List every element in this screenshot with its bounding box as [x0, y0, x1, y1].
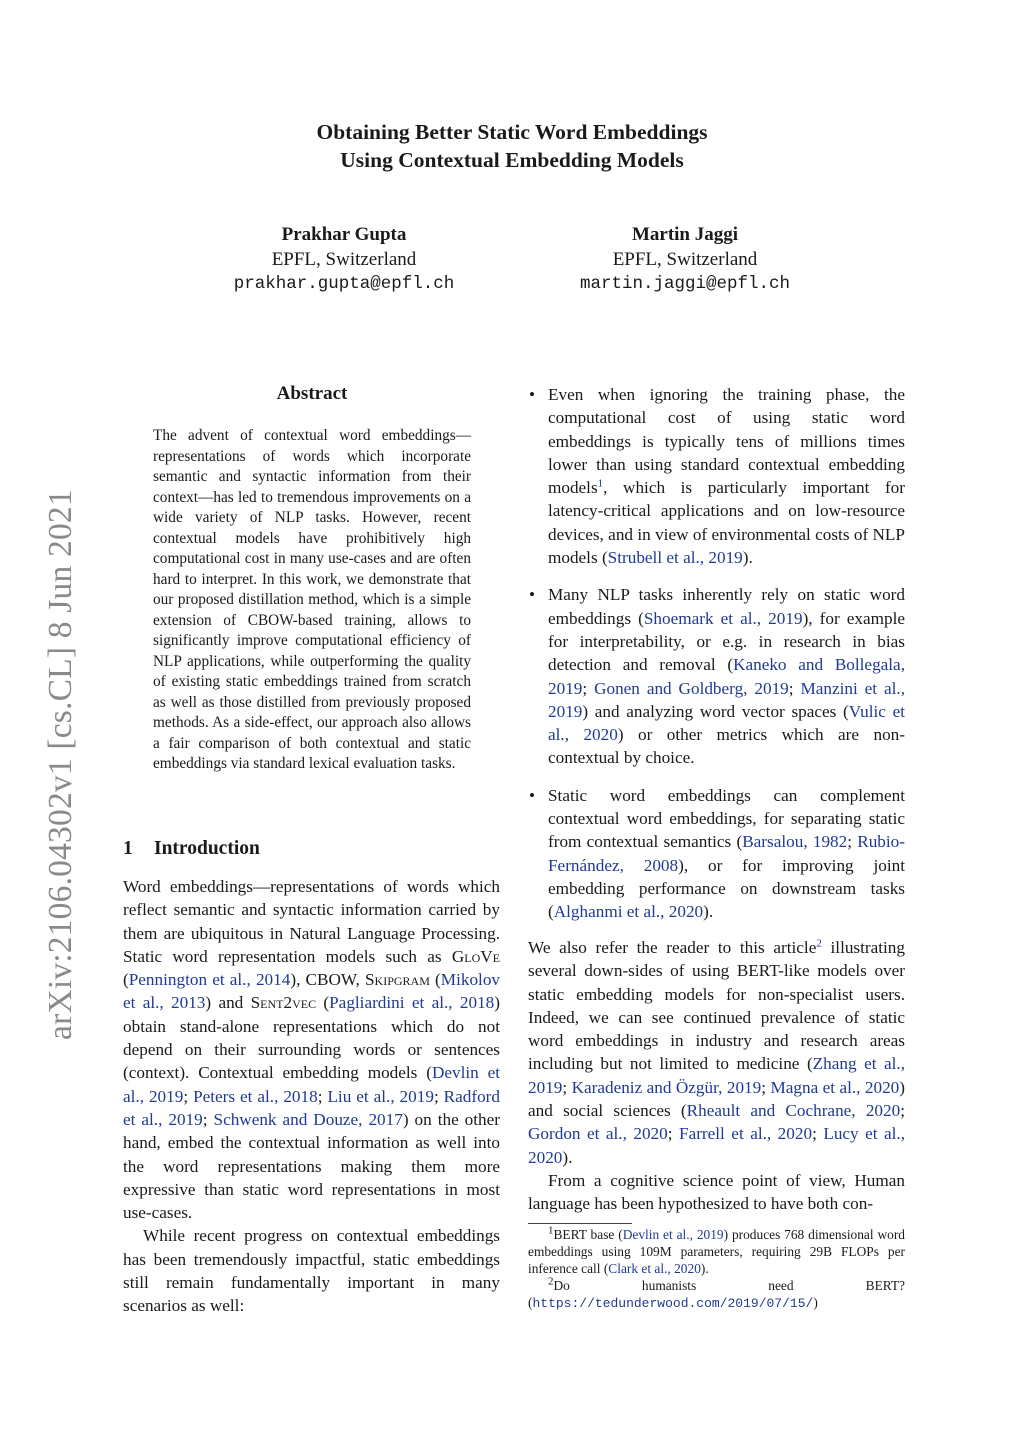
citation-link[interactable]: Farrell et al., 2020 [679, 1124, 813, 1144]
section-number: 1 [123, 838, 133, 859]
url-link[interactable]: https://tedunderwood.com/2019/07/15/ [532, 1296, 814, 1311]
footnote-1: $^1$BERT base (Devlin et al., 2019) produces 768 dimensional word embeddings using 109M parameters, requiring 29B FLOPs per inference call (Clark et al., 2020). [528, 1224, 905, 1276]
glove-name: GloVe [451, 946, 500, 966]
footnotes [528, 1226, 905, 1312]
skipgram-name: Skipgram [364, 970, 430, 990]
title-line-1: Obtaining Better Static Word Embeddings [316, 120, 708, 144]
citation-link[interactable]: Pagliardini et al., 2018 [329, 993, 495, 1013]
abstract-text: The advent of contextual word embeddings—representations of words which incorporate semantic and syntactic information from their context—has led to tremendous improvements on a wide variety of NLP tasks. However, recent contextual models have prohibitively high computational cost in many use-cases and are often hard to interpret. In this work, we demonstrate that our proposed distillation method, which is a simple extension of CBOW-based training, allows to significantly improve computational efficiency of NLP applications, while outperforming the quality of existing static embeddings trained from scratch as well as those distilled from previously proposed methods. As a side-effect, our approach also allows a fair comparison of both contextual and static embeddings via standard lexical evaluation tasks. [153, 427, 471, 772]
author-block-1 [194, 223, 494, 297]
right-paragraph-2: From a cognitive science point of view, Human language has been hypothesized to have both con- [528, 1170, 905, 1214]
arxiv-identifier: arXiv:2106.04302v1 [cs.CL] 8 Jun 2021 [42, 489, 79, 1040]
citation-link[interactable]: Manzini et al., 2019 [548, 678, 905, 721]
bullet-item: • Many NLP tasks inherently rely on static word embeddings (Shoemark et al., 2019), for example for interpretability, or e.g. in research in bias detection and removal (Kaneko and Bollegala, 2019; Gonen and Goldberg, 2019; Manzini et al., 2019) and analyzing word vector spaces (Vulic et al., 2020) or other metrics which are non-contextual by choice. [529, 585, 906, 768]
author-email[interactable]: martin.jaggi@epfl.ch [579, 274, 791, 294]
citation-link[interactable]: Mikolov et al., 2013 [123, 970, 501, 1013]
bullet-item: • Even when ignoring the training phase, the computational cost of using static word embeddings is typically tens of millions times lower than using standard contextual embedding models$^1$, which is particularly important for latency-critical applications and on low-resource devices, and in view of environmental costs of NLP models (Strubell et al., 2019). [529, 385, 905, 568]
footnote-number: 1 [548, 1224, 554, 1237]
author-name: Prakhar Gupta [281, 224, 407, 245]
author-email[interactable]: prakhar.gupta@epfl.ch [233, 274, 455, 294]
citation-link[interactable]: Barsalou, 1982 [742, 832, 848, 852]
citation-link[interactable]: Radford et al., 2019 [123, 1086, 500, 1129]
section-heading [123, 838, 260, 860]
citation-link[interactable]: Devlin et al., 2019 [123, 1063, 500, 1106]
footnote-2: $^2$Do humanists need BERT? (https://tedunderwood.com/2019/07/15/) [528, 1275, 905, 1311]
citation-link[interactable]: Peters et al., 2018 [193, 1086, 318, 1106]
author-affiliation: EPFL, Switzerland [612, 248, 758, 270]
intro-right-column [528, 936, 905, 1216]
title-line-2: Using Contextual Embedding Models [340, 148, 684, 172]
citation-link[interactable]: Kaneko and Bollegala, 2019 [548, 655, 905, 698]
section-title: Introduction [154, 838, 260, 859]
citation-link[interactable]: Lucy et al., 2020 [528, 1124, 906, 1167]
sent2vec-name: Sent2vec [250, 993, 317, 1013]
bullet-item: • Static word embeddings can complement contextual word embeddings, for separating static from contextual semantics (Barsalou, 1982; Rubio-Fernández, 2008), or for improving joint embedding performance on downstream tasks (Alghanmi et al., 2020). [529, 785, 905, 922]
right-paragraph-1: We also refer the reader to this article$^2$ illustrating several down-sides of using BERT-like models over static embedding models for non-specialist users. Indeed, we can see continued prevalence of static word embeddings in industry and research areas including but not limited to medicine (Zhang et al., 2019; Karadeniz and Özgür, 2019; Magna et al., 2020) and social sciences (Rheault and Cochrane, 2020; Gordon et al., 2020; Farrell et al., 2020; Lucy et al., 2020). [528, 937, 906, 1167]
intro-paragraph-2: While recent progress on contextual embeddings has been tremendously impactful, static embeddings still remain fundamentally important in many scenarios as well: [123, 1226, 500, 1316]
citation-link[interactable]: Shoemark et al., 2019 [643, 608, 803, 628]
abstract-heading: Abstract [276, 383, 348, 404]
citation-link[interactable]: Gordon et al., 2020 [528, 1124, 668, 1144]
citation-link[interactable]: Devlin et al., 2019 [622, 1227, 724, 1242]
citation-link[interactable]: Gonen and Goldberg, 2019 [594, 678, 789, 698]
citation-link[interactable]: Vulic et al., 2020 [548, 701, 906, 745]
citation-link[interactable]: Rheault and Cochrane, 2020 [686, 1101, 901, 1121]
citation-link[interactable]: Zhang et al., 2019 [528, 1054, 905, 1097]
citation-link[interactable]: Liu et al., 2019 [327, 1086, 434, 1106]
citation-link[interactable]: Clark et al., 2020 [608, 1261, 701, 1276]
footnote-divider [528, 1223, 632, 1224]
footnote-mark[interactable]: 1 [597, 477, 604, 490]
author-name: Martin Jaggi [631, 224, 739, 245]
motivation-bullet-list [529, 383, 906, 938]
footnote-mark[interactable]: 2 [816, 937, 822, 950]
citation-link[interactable]: Schwenk and Douze, 2017 [213, 1109, 403, 1129]
bullet-icon: • [529, 585, 536, 605]
citation-link[interactable]: Alghanmi et al., 2020 [553, 902, 704, 922]
citation-link[interactable]: Pennington et al., 2014 [128, 970, 291, 990]
intro-paragraph-1: Word embeddings—representations of words which reflect semantic and syntactic information carried by them are ubiquitous in Natural Language Processing. Static word representation models such as GloVe (Pennington et al., 2014), CBOW, Skipgram (Mikolov et al., 2013) and Sent2vec (Pagliardini et al., 2018) obtain stand-alone representations which do not depend on their surrounding words or sentences (context). Contextual embedding models (Devlin et al., 2019; Peters et al., 2018; Liu et al., 2019; Radford et al., 2019; Schwenk and Douze, 2017) on the other hand, embed the contextual information as well into the word representations making them more expressive than static word representations in most use-cases. [123, 877, 501, 1223]
bullet-icon: • [529, 785, 536, 805]
paper-title [0, 118, 1024, 174]
bullet-icon: • [529, 385, 536, 404]
citation-link[interactable]: Karadeniz and Özgür, 2019 [571, 1077, 762, 1097]
author-affiliation: EPFL, Switzerland [271, 248, 417, 270]
citation-link[interactable]: Rubio-Fernández, 2008 [548, 832, 905, 875]
intro-left-column [123, 875, 500, 1318]
citation-link[interactable]: Magna et al., 2020 [770, 1077, 900, 1097]
citation-link[interactable]: Strubell et al., 2019 [607, 548, 743, 568]
footnote-number: 2 [548, 1275, 554, 1288]
author-block-2 [535, 223, 835, 297]
